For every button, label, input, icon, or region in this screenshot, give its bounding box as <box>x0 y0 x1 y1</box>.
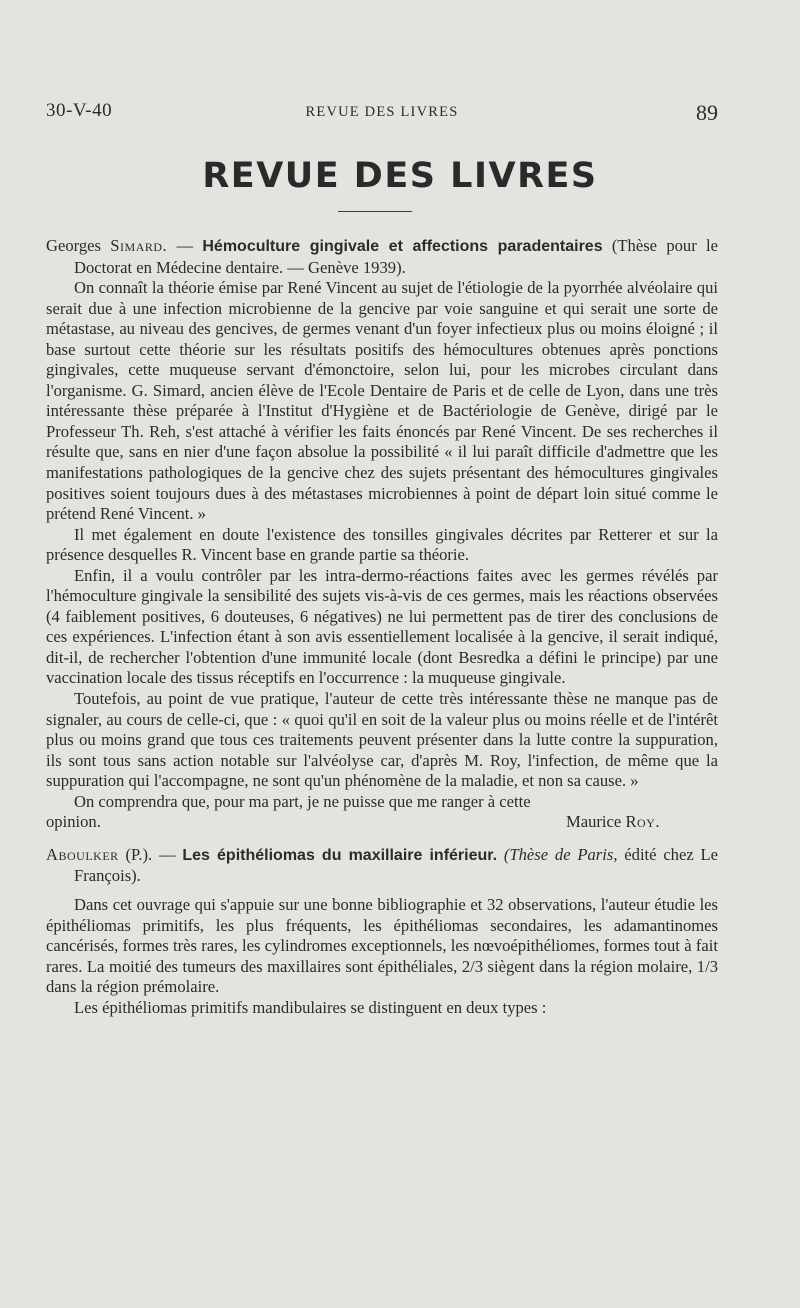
reviewer-first-name: Maurice <box>565 812 622 832</box>
page-number: 89 <box>696 100 718 125</box>
review-paragraph: Les épithéliomas primitifs mandibulaires se distinguent en deux types : <box>74 997 547 1017</box>
review-paragraph: Enfin, il a voulu contrôler par les intra-dermo-réactions faites avec les germes révélés par l'hémoculture gingivale la sensibilité des sujets vis-à-vis de ces germes, mais les réactions observées (4 faiblement positives, 6 douteuses, 6 négatives) ne lui permettent pas de tirer des conclusions de ces expériences. L'infection étant à son avis essentiellement localisée à la gencive, il serait indiqué, dit-il, de rechercher l'obtention d'une immunité locale (dont Besredka a défini le principe) par une vaccination locale des tissus réceptifs en l'occurrence : la muqueuse gingivale. <box>46 565 718 688</box>
entry-dash: — <box>152 844 183 864</box>
review-entry-simard <box>46 236 718 278</box>
book-title: Hémoculture gingivale et affections paradentaires <box>202 238 603 255</box>
review-paragraph: On connaît la théorie émise par René Vincent au sujet de l'étiologie de la pyorrhée alvéolaire qui serait due à une infection microbienne de la gencive par voie sanguine et qui serait une sorte de métastase, au niveau des gencives, de germes venant d'un foyer infectieux plus ou moins éloigné ; il base surtout cette théorie sur les résultats positifs des hémocultures obtenues après ponctions gingivales, cette muqueuse servant d'émonctoire, selon lui, pour les microbes circulant dans l'organisme. G. Simard, ancien élève de l'Ecole Dentaire de Paris et de celle de Lyon, dans une très intéressante thèse préparée à l'Institut d'Hygiène et de Bactériologie de Genève, dirigé par le Professeur Th. Reh, s'est attaché à vérifier les faits énoncés par René Vincent. De ses recherches il résulte que, sans en nier d'une façon absolue la possibilité « il lui paraît difficile d'admettre que les manifestations pathologiques de la gencive chez des sujets présentant des hémocultures gingivales positives soient toujours dues à des métastases microbiennes à point de départ loin situé comme le prétend René Vincent. » <box>46 278 718 524</box>
entry-dash: — <box>167 236 203 255</box>
issue-date: 30-V-40 <box>46 100 113 121</box>
review-paragraph: Dans cet ouvrage qui s'appuie sur une bonne bibliographie et 32 observations, l'auteur étudie les épithéliomas primitifs, les plus fréquents, les épithéliomas secondaires, les adamantinomes cancérisés, formes très rares, les cylindromes exceptionnels, les nœvoépithéliomes, formes tout à fait rares. La moitié des tumeurs des maxillaires sont épithéliales, 2/3 siègent dans la région molaire, 1/3 dans la région prémolaire. <box>46 894 718 997</box>
author-first-name: Georges <box>46 236 101 255</box>
section-title: REVUE DES LIVRES <box>202 156 598 196</box>
running-head <box>46 100 718 130</box>
title-divider <box>338 211 412 212</box>
review-paragraph: Il met également en doute l'existence des tonsilles gingivales décrites par Retterer et sur la présence desquelles R. Vincent base en grande partie sa théorie. <box>46 524 718 565</box>
review-entry-aboulker <box>46 845 718 887</box>
review-paragraph: Toutefois, au point de vue pratique, l'auteur de cette très intéressante thèse ne manque pas de signaler, au cours de celle-ci, que : « quoi qu'il en soit de la valeur plus ou moins réelle et de l'intérêt plus ou moins grand que tous ces traitements peuvent présenter dans la lutte contre la suppuration, ils sont tous sans action notable sur l'alvéolyse car, d'après M. Roy, l'infection, de même que la suppuration qui l'accompagne, ne sont qu'un phénomène de la maladie, et non sa cause. » <box>46 689 718 791</box>
reviewer-last-name: Roy. <box>625 812 660 832</box>
author-first-name: (P.). <box>118 844 153 864</box>
book-details: édité chez Le François). <box>74 844 719 886</box>
signature-line <box>46 812 718 833</box>
closing-word: opinion. <box>46 812 101 832</box>
author-last-name: Aboulker <box>46 844 119 864</box>
book-details-italic: (Thèse de Paris, <box>503 844 618 864</box>
reviewer-signature <box>566 812 660 833</box>
spacer <box>46 887 718 895</box>
book-details: (Thèse pour le Doctorat en Médecine dentaire. — Genève 1939). <box>74 236 718 277</box>
book-title: Les épithéliomas du maxillaire inférieur. <box>182 846 498 864</box>
review-body <box>46 236 718 1018</box>
author-last-name: Simard. <box>110 236 168 255</box>
review-paragraph: On comprendra que, pour ma part, je ne puisse que me ranger à cette <box>74 791 531 811</box>
running-title: REVUE DES LIVRES <box>305 104 459 120</box>
